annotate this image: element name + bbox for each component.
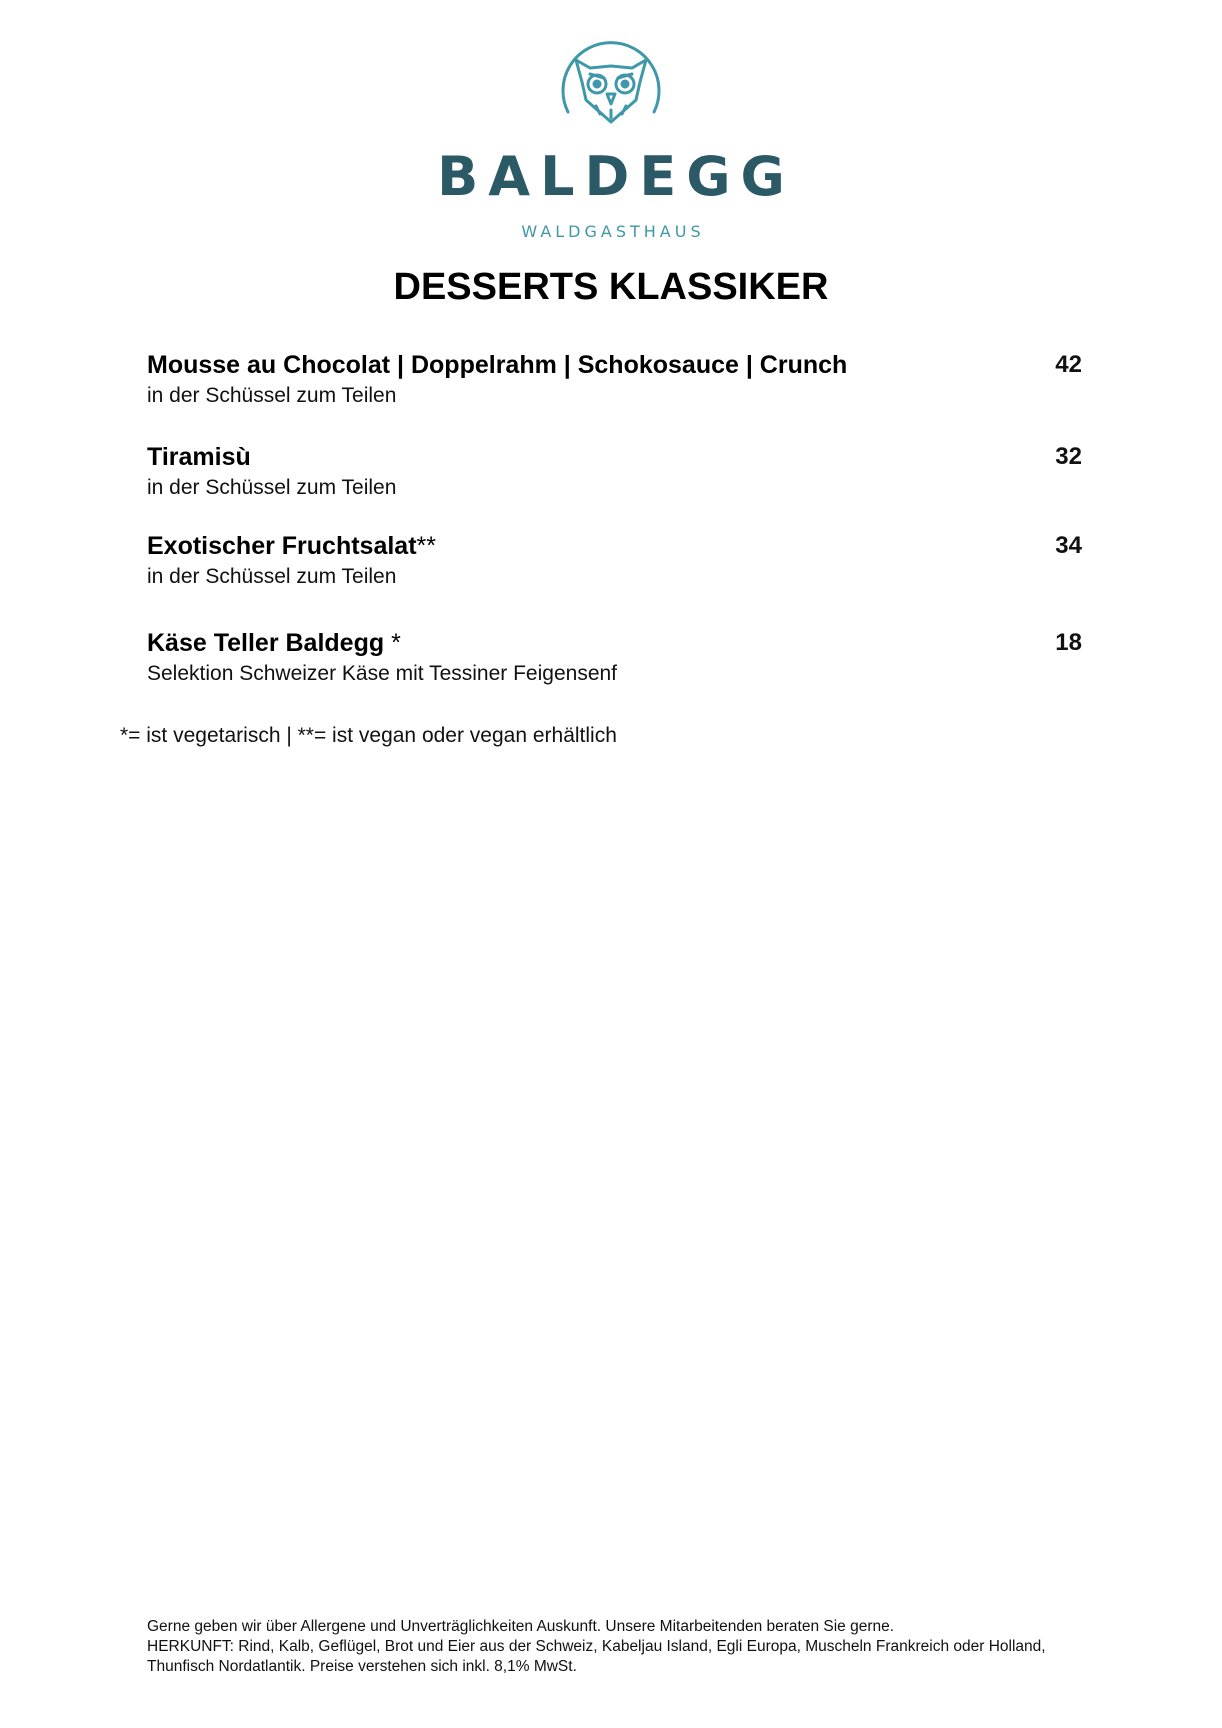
footer-note — [147, 1617, 1087, 1677]
item-name: Exotischer Fruchtsalat** — [147, 532, 436, 560]
owl-icon — [556, 38, 666, 130]
item-price: 32 — [1055, 443, 1082, 470]
item-description: Selektion Schweizer Käse mit Tessiner Feigensenf — [147, 662, 618, 685]
item-price: 34 — [1055, 532, 1082, 559]
footer-line: Thunfisch Nordatlantik. Preise verstehen sich inkl. 8,1% MwSt. — [147, 1658, 577, 1675]
brand-subtitle: WALDGASTHAUS — [521, 222, 705, 241]
page-title: DESSERTS KLASSIKER — [393, 266, 829, 308]
item-price: 42 — [1055, 351, 1082, 378]
item-description: in der Schüssel zum Teilen — [147, 384, 397, 407]
item-description: in der Schüssel zum Teilen — [147, 565, 397, 588]
item-mark: ** — [416, 532, 436, 560]
item-name: Tiramisù — [147, 443, 251, 471]
item-description: in der Schüssel zum Teilen — [147, 476, 397, 499]
item-price: 18 — [1055, 629, 1082, 656]
item-name: Mousse au Chocolat | Doppelrahm | Schokosauce | Crunch — [147, 351, 848, 379]
menu-item — [147, 442, 1082, 502]
diet-legend: *= ist vegetarisch | **= ist vegan oder vegan erhältlich — [120, 724, 617, 747]
menu-item — [147, 531, 1082, 591]
footer-line: HERKUNFT: Rind, Kalb, Geflügel, Brot und Eier aus der Schweiz, Kabeljau Island, Egli Europa, Muscheln Frankreich oder Holland, — [147, 1638, 1046, 1655]
menu-item — [147, 350, 1082, 410]
brand-name: BALDEGG — [437, 145, 795, 208]
menu-item — [147, 628, 1082, 688]
logo — [0, 38, 1222, 241]
footer-line: Gerne geben wir über Allergene und Unverträglichkeiten Auskunft. Unsere Mitarbeitenden beraten Sie gerne. — [147, 1618, 895, 1635]
item-mark: * — [384, 629, 401, 657]
item-name: Käse Teller Baldegg * — [147, 629, 401, 657]
